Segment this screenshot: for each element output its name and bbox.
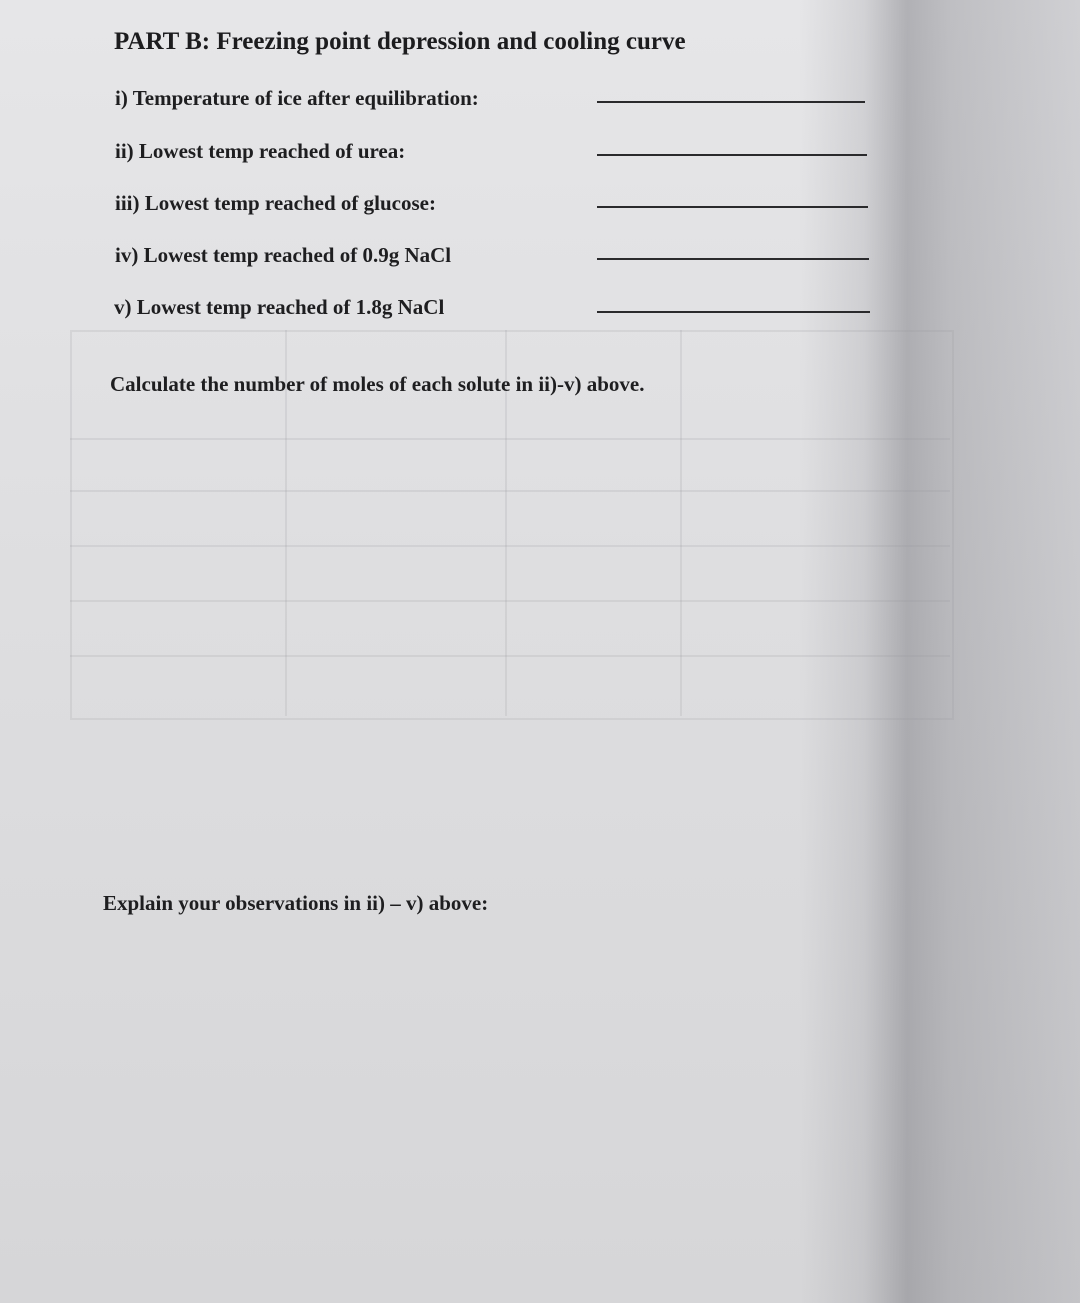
bleed-through-line bbox=[70, 490, 950, 492]
calculate-moles-prompt: Calculate the number of moles of each solute in ii)-v) above. bbox=[110, 372, 645, 396]
question-lowest-temp-nacl-1-8g: v) Lowest temp reached of 1.8g NaCl bbox=[114, 295, 445, 319]
bleed-through-line bbox=[70, 655, 950, 657]
answer-line-nacl-0-9g[interactable] bbox=[597, 258, 869, 260]
question-temperature-of-ice: i) Temperature of ice after equilibration: bbox=[115, 86, 479, 110]
answer-line-temperature-of-ice[interactable] bbox=[597, 101, 865, 103]
bleed-through-line bbox=[70, 438, 950, 440]
explain-observations-prompt: Explain your observations in ii) – v) above: bbox=[103, 891, 489, 915]
answer-line-glucose[interactable] bbox=[597, 206, 868, 208]
answer-line-nacl-1-8g[interactable] bbox=[597, 311, 870, 313]
question-lowest-temp-urea: ii) Lowest temp reached of urea: bbox=[115, 139, 406, 163]
bleed-through-line bbox=[70, 545, 950, 547]
question-lowest-temp-nacl-0-9g: iv) Lowest temp reached of 0.9g NaCl bbox=[115, 243, 452, 267]
bleed-through-line bbox=[680, 330, 682, 716]
answer-line-urea[interactable] bbox=[597, 154, 867, 156]
section-title: PART B: Freezing point depression and cooling curve bbox=[114, 28, 686, 55]
bleed-through-line bbox=[70, 600, 950, 602]
question-lowest-temp-glucose: iii) Lowest temp reached of glucose: bbox=[115, 191, 436, 215]
